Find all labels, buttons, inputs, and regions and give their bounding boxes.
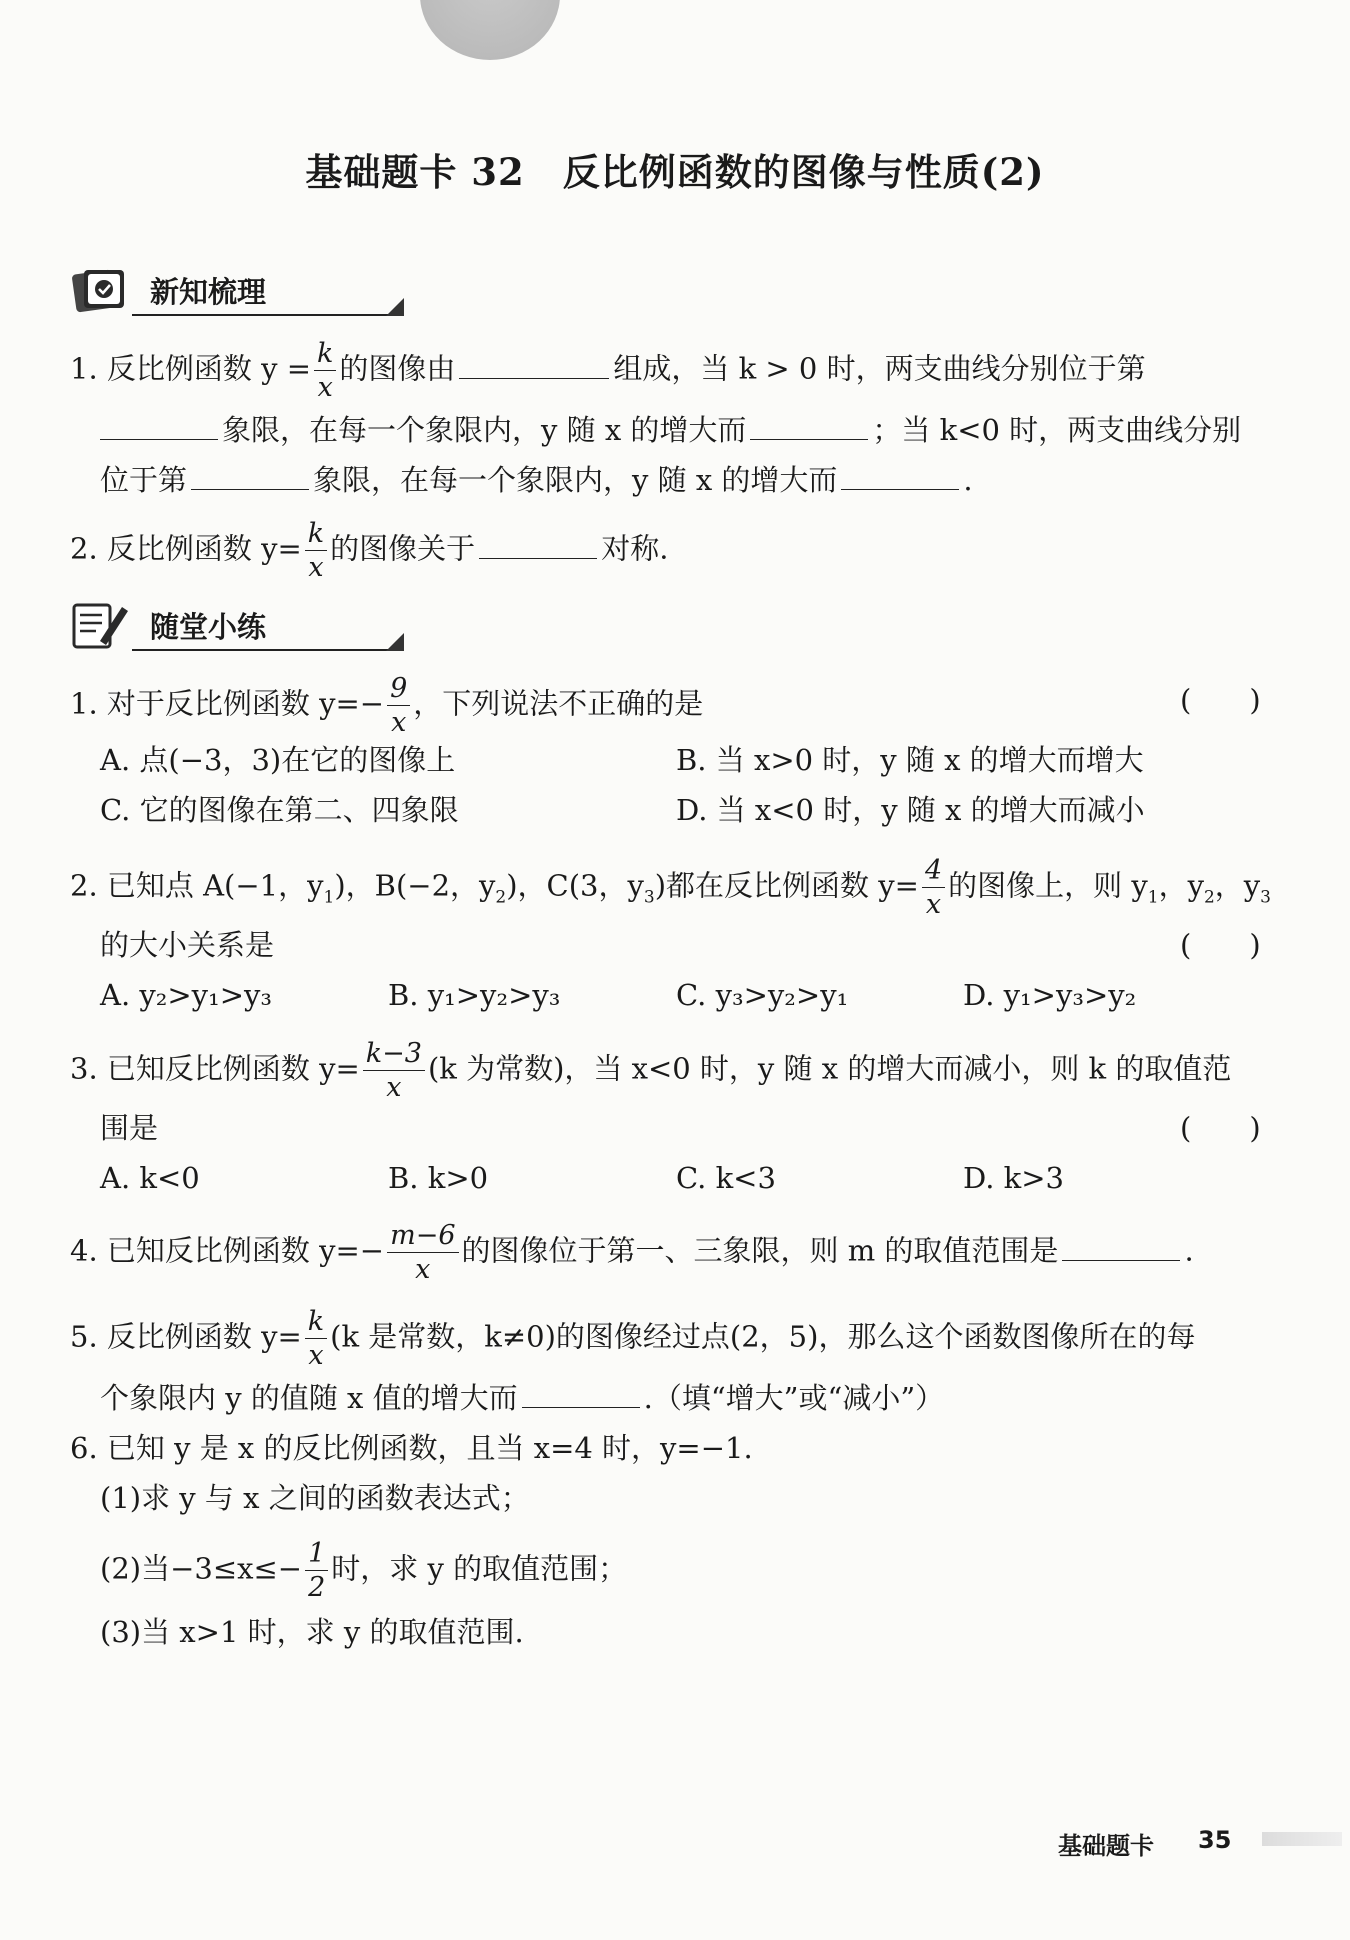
q6-part1: (1)求 y 与 x 之间的函数表达式；: [100, 1481, 530, 1515]
s1-q2: 2. 反比例函数 y= $\frac{k}{x}$ 的图像关于 对称.: [70, 518, 669, 583]
answer-blank[interactable]: [841, 461, 959, 490]
q5-line2: 个象限内 y 的值随 x 值的增大而 .（填“增大”或“减小”）: [100, 1381, 945, 1415]
q2-answer-paren[interactable]: ( ): [1180, 928, 1261, 962]
q1-option-c[interactable]: C. 它的图像在第二、四象限: [100, 793, 459, 827]
q3-line2: 围是: [100, 1111, 159, 1145]
section-triangle: [386, 298, 404, 316]
s1-q1-line3: 位于第 象限，在每一个象限内，y 随 x 的增大而 .: [100, 463, 973, 497]
fraction-k-over-x: $\frac{k}{x}$: [305, 520, 327, 581]
q2-option-a[interactable]: A. y₂>y₁>y₃: [100, 978, 273, 1012]
top-decoration: [420, 0, 560, 60]
q2-stem: 2. 已知点 A(−1，$y_1$)，B(−2，$y_2$)，C(3，$y_3$)都在反比例函数 y= $\frac{4}{x}$ 的图像上，则 $y_1$，$y_2$，$y_3$: [70, 855, 1271, 920]
page-title: 基础题卡 32 反比例函数的图像与性质(2): [305, 150, 1045, 194]
section-label: 随堂小练: [150, 610, 267, 644]
fraction-9-over-x: $\frac{9}{x}$: [387, 675, 410, 736]
page-number: 35: [1198, 1826, 1232, 1854]
q5-line1: 5. 反比例函数 y= $\frac{k}{x}$ (k 是常数，k≠0)的图像经过点(2，5)，那么这个函数图像所在的每: [70, 1306, 1196, 1371]
q4: 4. 已知反比例函数 y=− $\frac{m-6}{x}$ 的图像位于第一、三象限，则 m 的取值范围是 .: [70, 1220, 1194, 1285]
q1-option-d[interactable]: D. 当 x<0 时，y 随 x 的增大而减小: [676, 793, 1145, 827]
fraction-k-minus-3-over-x: $\frac{k-3}{x}$: [363, 1040, 425, 1101]
fraction-4-over-x: $\frac{4}{x}$: [922, 857, 945, 918]
section-header-new-knowledge: [70, 262, 410, 322]
answer-blank[interactable]: [479, 530, 597, 559]
q6-part2: (2)当−3≤x≤− $\frac{1}{2}$ 时，求 y 的取值范围；: [100, 1538, 628, 1603]
q2-option-c[interactable]: C. y₃>y₂>y₁: [676, 978, 849, 1012]
q1-answer-paren[interactable]: ( ): [1180, 683, 1261, 717]
fraction-k-over-x: $\frac{k}{x}$: [305, 1308, 327, 1369]
q3-option-a[interactable]: A. k<0: [100, 1161, 200, 1195]
q1-option-a[interactable]: A. 点(−3，3)在它的图像上: [100, 743, 456, 777]
q3-answer-paren[interactable]: ( ): [1180, 1111, 1261, 1145]
q6-part3: (3)当 x>1 时，求 y 的取值范围.: [100, 1615, 524, 1649]
q3-option-b[interactable]: B. k>0: [388, 1161, 489, 1195]
fraction-1-over-2: $\frac{1}{2}$: [305, 1540, 328, 1601]
book-badge-icon: [70, 264, 130, 316]
notebook-pen-icon: [70, 599, 130, 651]
answer-blank[interactable]: [459, 350, 609, 379]
section-label: 新知梳理: [150, 275, 267, 309]
section-triangle: [386, 633, 404, 651]
q2-option-d[interactable]: D. y₁>y₃>y₂: [963, 978, 1137, 1012]
section-underline: [132, 314, 394, 316]
q2-option-b[interactable]: B. y₁>y₂>y₃: [388, 978, 561, 1012]
footer-label: 基础题卡: [1058, 1832, 1154, 1860]
s1-q1-line2: 象限，在每一个象限内，y 随 x 的增大而 ；当 k<0 时，两支曲线分别: [100, 410, 1241, 450]
answer-blank[interactable]: [1062, 1232, 1180, 1261]
fraction-m-minus-6-over-x: $\frac{m-6}{x}$: [387, 1222, 458, 1283]
q3-option-d[interactable]: D. k>3: [963, 1161, 1064, 1195]
q1-option-b[interactable]: B. 当 x>0 时，y 随 x 的增大而增大: [676, 743, 1144, 777]
footer-bar: [1262, 1832, 1342, 1846]
q6-stem: 6. 已知 y 是 x 的反比例函数，且当 x=4 时，y=−1.: [70, 1431, 753, 1465]
s1-q1-line1: 1. 反比例函数 y = $\frac{k}{x}$ 的图像由 组成，当 k > 0 时，两支曲线分别位于第: [70, 338, 1146, 403]
answer-blank[interactable]: [750, 411, 868, 440]
answer-blank[interactable]: [522, 1379, 640, 1408]
q2-line2: 的大小关系是: [100, 928, 275, 962]
section-header-practice: [70, 597, 410, 657]
q3-stem: 3. 已知反比例函数 y= $\frac{k-3}{x}$ (k 为常数)，当 x<0 时，y 随 x 的增大而减小，则 k 的取值范: [70, 1038, 1232, 1103]
answer-blank[interactable]: [100, 411, 218, 440]
fraction-k-over-x: $\frac{k}{x}$: [314, 340, 336, 401]
section-underline: [132, 649, 394, 651]
q3-option-c[interactable]: C. k<3: [676, 1161, 776, 1195]
q1-stem: 1. 对于反比例函数 y=− $\frac{9}{x}$ ，下列说法不正确的是: [70, 673, 704, 738]
answer-blank[interactable]: [191, 461, 309, 490]
